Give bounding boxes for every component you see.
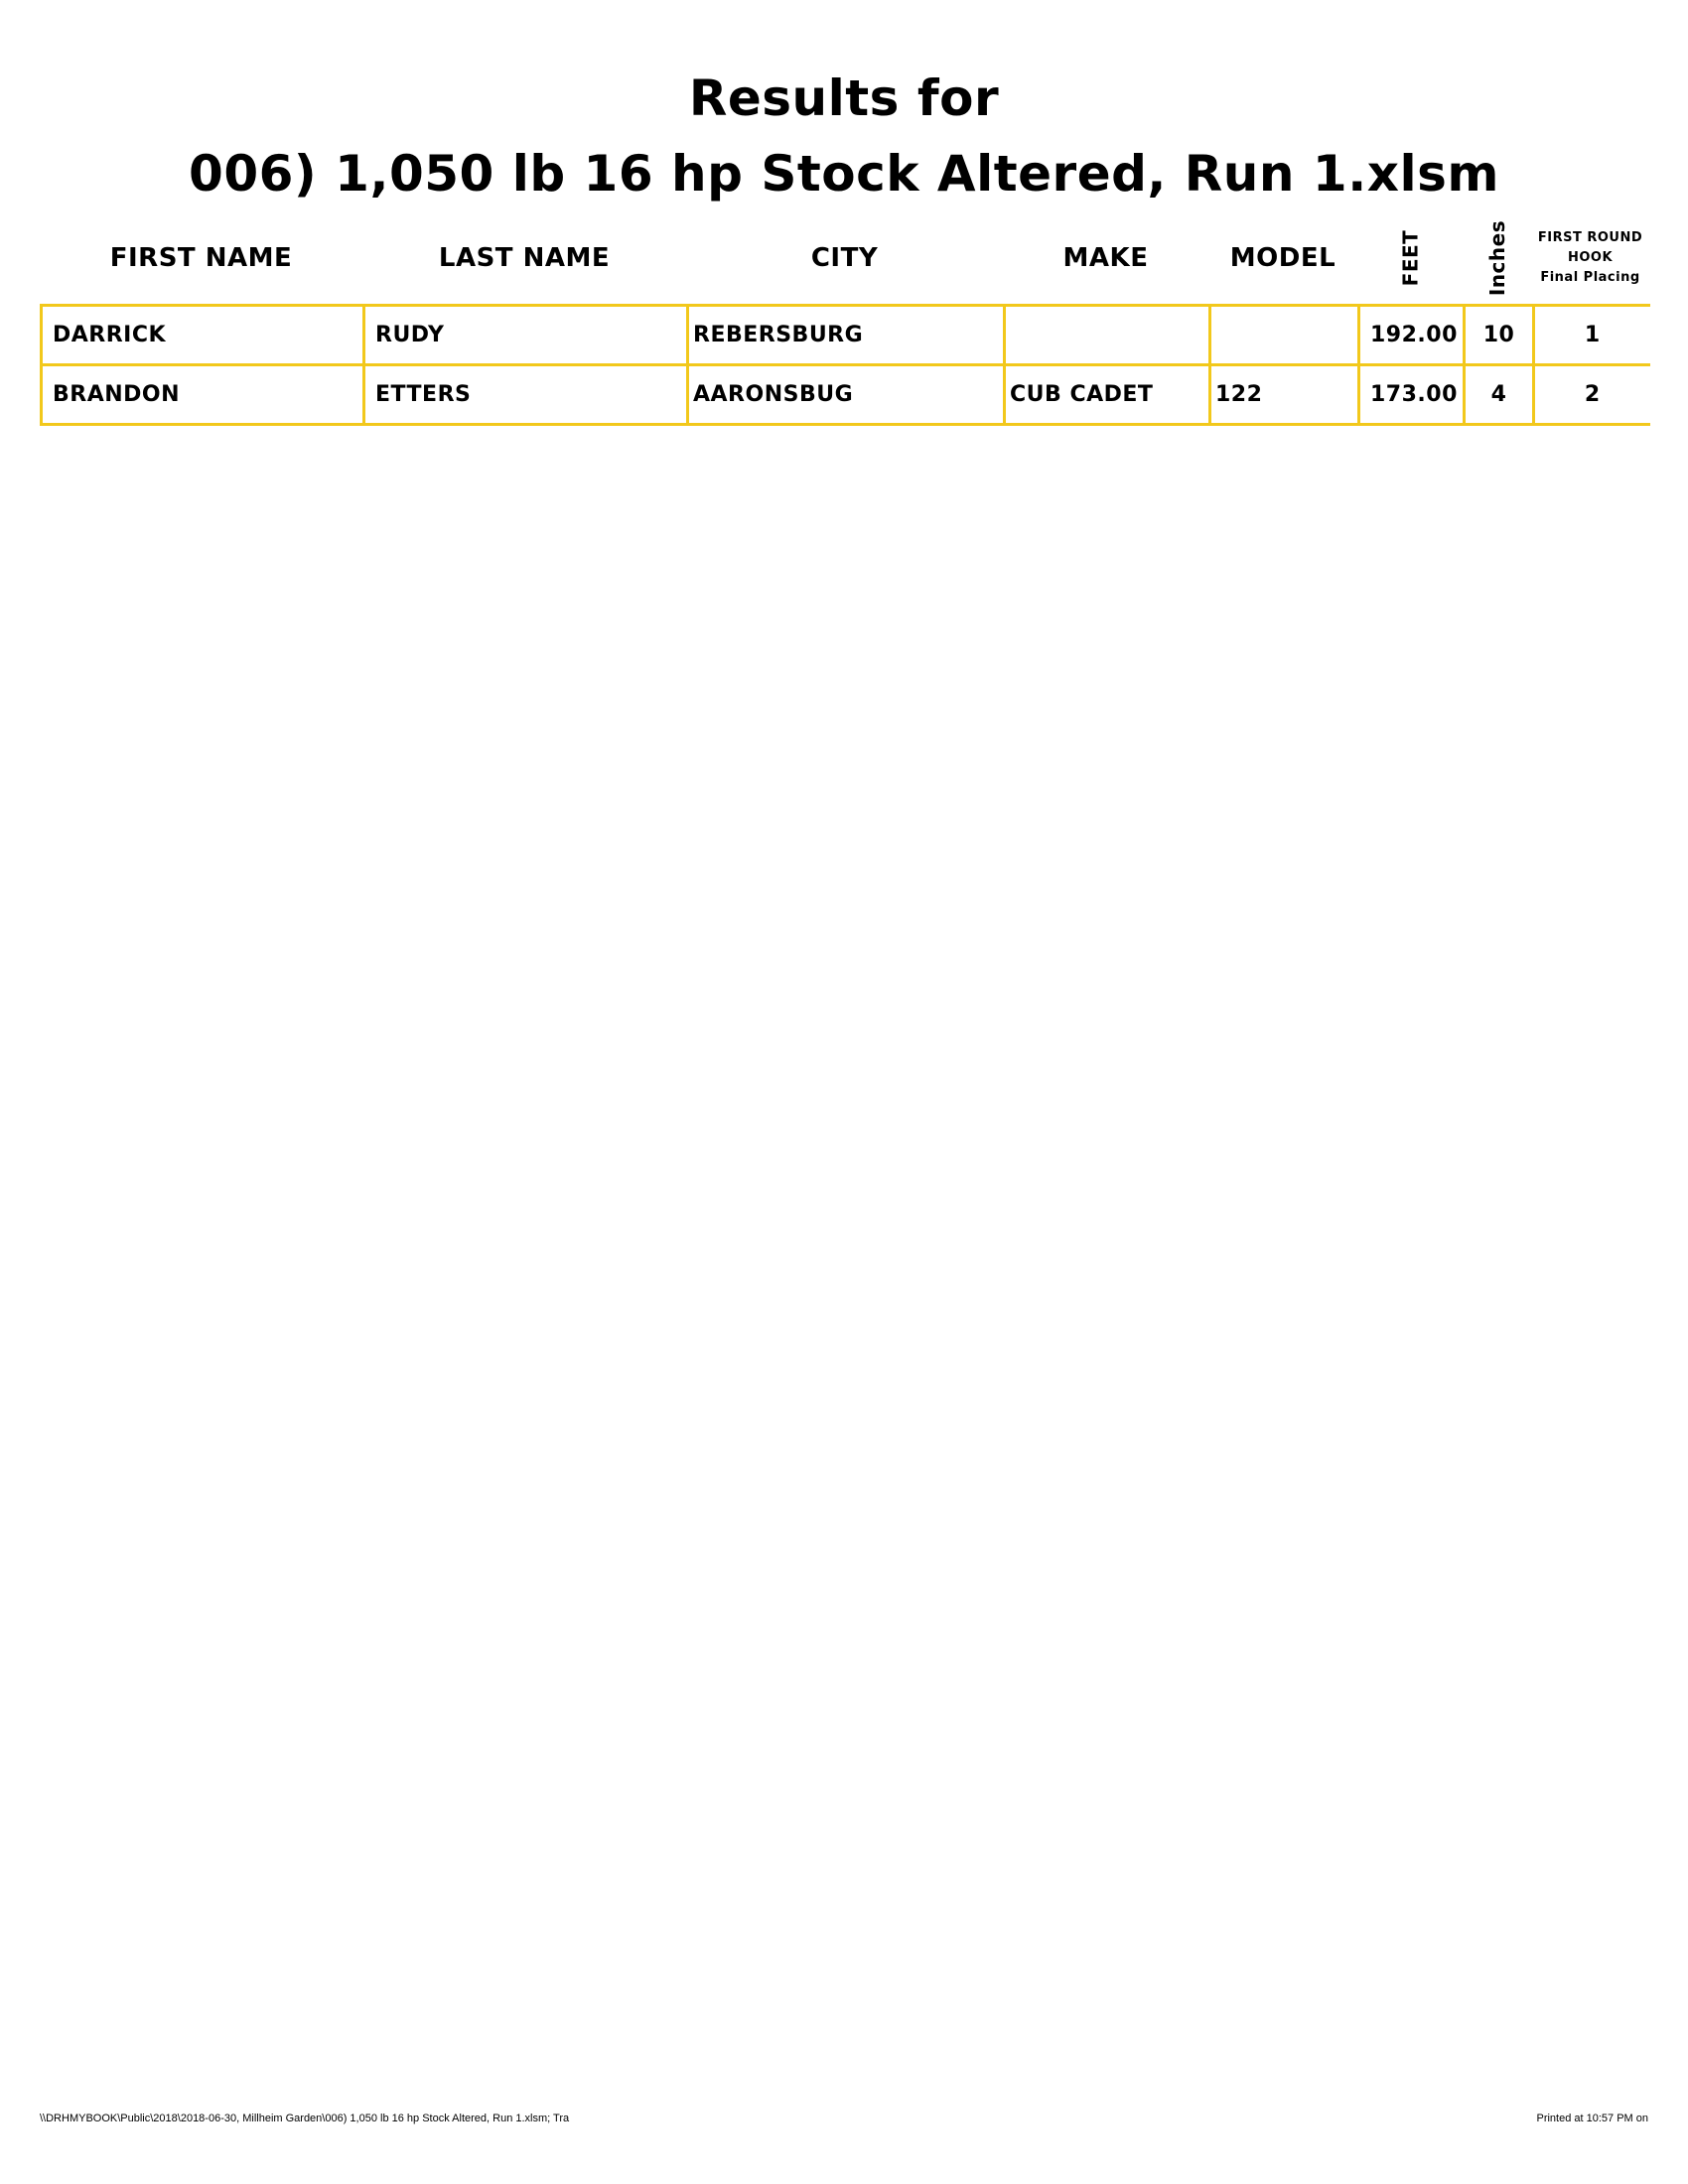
header-placing-line3: Final Placing: [1540, 270, 1640, 285]
header-make: MAKE: [1062, 243, 1149, 273]
cell-city: REBERSBURG: [688, 306, 1005, 365]
cell-inches: 4: [1465, 365, 1534, 425]
table-row: [42, 365, 1650, 425]
cell-feet: 173.00: [1359, 365, 1465, 425]
cell-last-name: ETTERS: [364, 365, 688, 425]
table-header: [40, 213, 1648, 303]
header-model: MODEL: [1229, 243, 1336, 273]
footer-file-path: \\DRHMYBOOK\Public\2018\2018-06-30, Millheim Garden\006) 1,050 lb 16 hp Stock Altered, Run 1.xlsm; Tra: [40, 2113, 570, 2124]
cell-city: AARONSBUG: [688, 365, 1005, 425]
header-first-name: FIRST NAME: [109, 243, 293, 273]
cell-inches: 10: [1465, 306, 1534, 365]
header-inches-label: Inches: [1485, 219, 1509, 297]
page-title: Results for: [688, 69, 1000, 127]
cell-last-name: RUDY: [364, 306, 688, 365]
cell-feet: 192.00: [1359, 306, 1465, 365]
table-row: [42, 306, 1650, 365]
header-last-name: LAST NAME: [438, 243, 611, 273]
header-placing-line2: HOOK: [1567, 250, 1614, 265]
cell-placing: 1: [1534, 306, 1650, 365]
header-feet: [1357, 213, 1463, 303]
header-placing-line1: FIRST ROUND: [1537, 230, 1643, 245]
header-feet-label: FEET: [1397, 229, 1422, 287]
header-inches: [1463, 213, 1532, 303]
cell-make: [1005, 306, 1210, 365]
cell-model: 122: [1210, 365, 1359, 425]
results-table: [40, 304, 1650, 426]
cell-placing: 2: [1534, 365, 1650, 425]
cell-make: CUB CADET: [1005, 365, 1210, 425]
cell-first-name: DARRICK: [42, 306, 364, 365]
cell-first-name: BRANDON: [42, 365, 364, 425]
page-subtitle: 006) 1,050 lb 16 hp Stock Altered, Run 1.xlsm: [189, 145, 1499, 203]
header-placing: [1532, 213, 1648, 303]
cell-model: [1210, 306, 1359, 365]
header-city: CITY: [810, 243, 879, 273]
footer-printed-time: Printed at 10:57 PM on: [1536, 2113, 1648, 2124]
